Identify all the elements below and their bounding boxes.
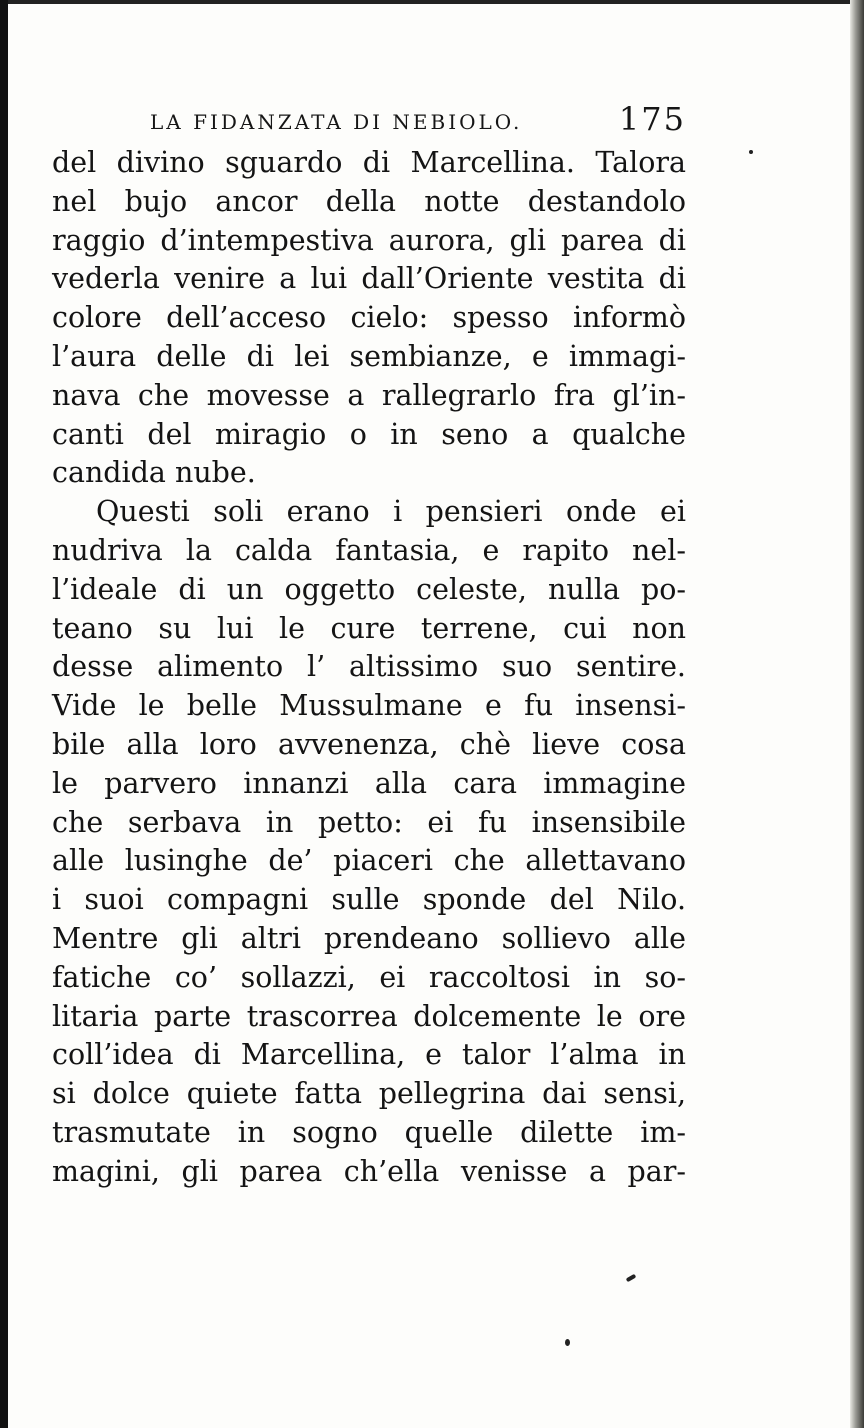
text-line: canti del miragio o in seno a qualche (52, 417, 686, 451)
page-number: 175 (618, 100, 686, 138)
text-line: nel bujo ancor della notte destandolo (52, 184, 686, 218)
text-line: coll’idea di Marcellina, e talor l’alma in (52, 1038, 686, 1072)
text-line: del divino sguardo di Marcellina. Talora (52, 146, 686, 179)
paragraph-1 (52, 144, 686, 493)
text-line: raggio d’intempestiva aurora, gli parea di (52, 223, 686, 257)
text-line: candida nube. (52, 456, 256, 490)
text-line: fatiche co’ sollazzi, ei raccoltosi in so- (52, 960, 686, 994)
paragraph-2 (52, 493, 686, 1191)
text-line: colore dell’acceso cielo: spesso informò (52, 301, 686, 335)
text-line: trasmutate in sogno quelle dilette im- (52, 1115, 686, 1149)
page-binding-edge (0, 0, 8, 1428)
text-line: litaria parte trascorrea dolcemente le ore (52, 999, 686, 1033)
text-line: vederla venire a lui dall’Oriente vestita di (52, 262, 686, 296)
ink-speck (626, 1274, 637, 1282)
text-line: Questi soli erano i pensieri onde ei (96, 495, 686, 529)
text-line: le parvero innanzi alla cara immagine (52, 766, 686, 800)
page-right-edge (850, 0, 864, 1428)
ink-speck (565, 1339, 570, 1346)
text-line: alle lusinghe de’ piaceri che allettavano (52, 844, 686, 878)
running-header (52, 100, 686, 140)
text-line: nava che movesse a rallegrarlo fra gl’in- (52, 378, 686, 412)
text-line: i suoi compagni sulle sponde del Nilo. (52, 883, 686, 917)
running-title: LA FIDANZATA DI NEBIOLO. (150, 110, 523, 134)
text-line: bile alla loro avvenenza, chè lieve cosa (52, 727, 686, 761)
text-line: desse alimento l’ altissimo suo sentire. (52, 650, 686, 684)
text-line: si dolce quiete fatta pellegrina dai sensi, (52, 1077, 686, 1111)
page-top-edge (0, 0, 864, 4)
text-line: nudriva la calda fantasia, e rapito nel- (52, 533, 686, 567)
text-line: teano su lui le cure terrene, cui non (52, 611, 686, 645)
text-line: Vide le belle Mussulmane e fu insensi- (52, 689, 686, 723)
text-line: che serbava in petto: ei fu insensibile (52, 805, 686, 839)
text-line: l’ideale di un oggetto celeste, nulla po- (52, 572, 686, 606)
ink-speck (749, 150, 753, 154)
text-line: magini, gli parea ch’ella venisse a par- (52, 1154, 686, 1188)
text-line: Mentre gli altri prendeano sollievo alle (52, 921, 686, 955)
body-text (52, 144, 686, 1192)
text-line: l’aura delle di lei sembianze, e immagi- (52, 339, 686, 373)
